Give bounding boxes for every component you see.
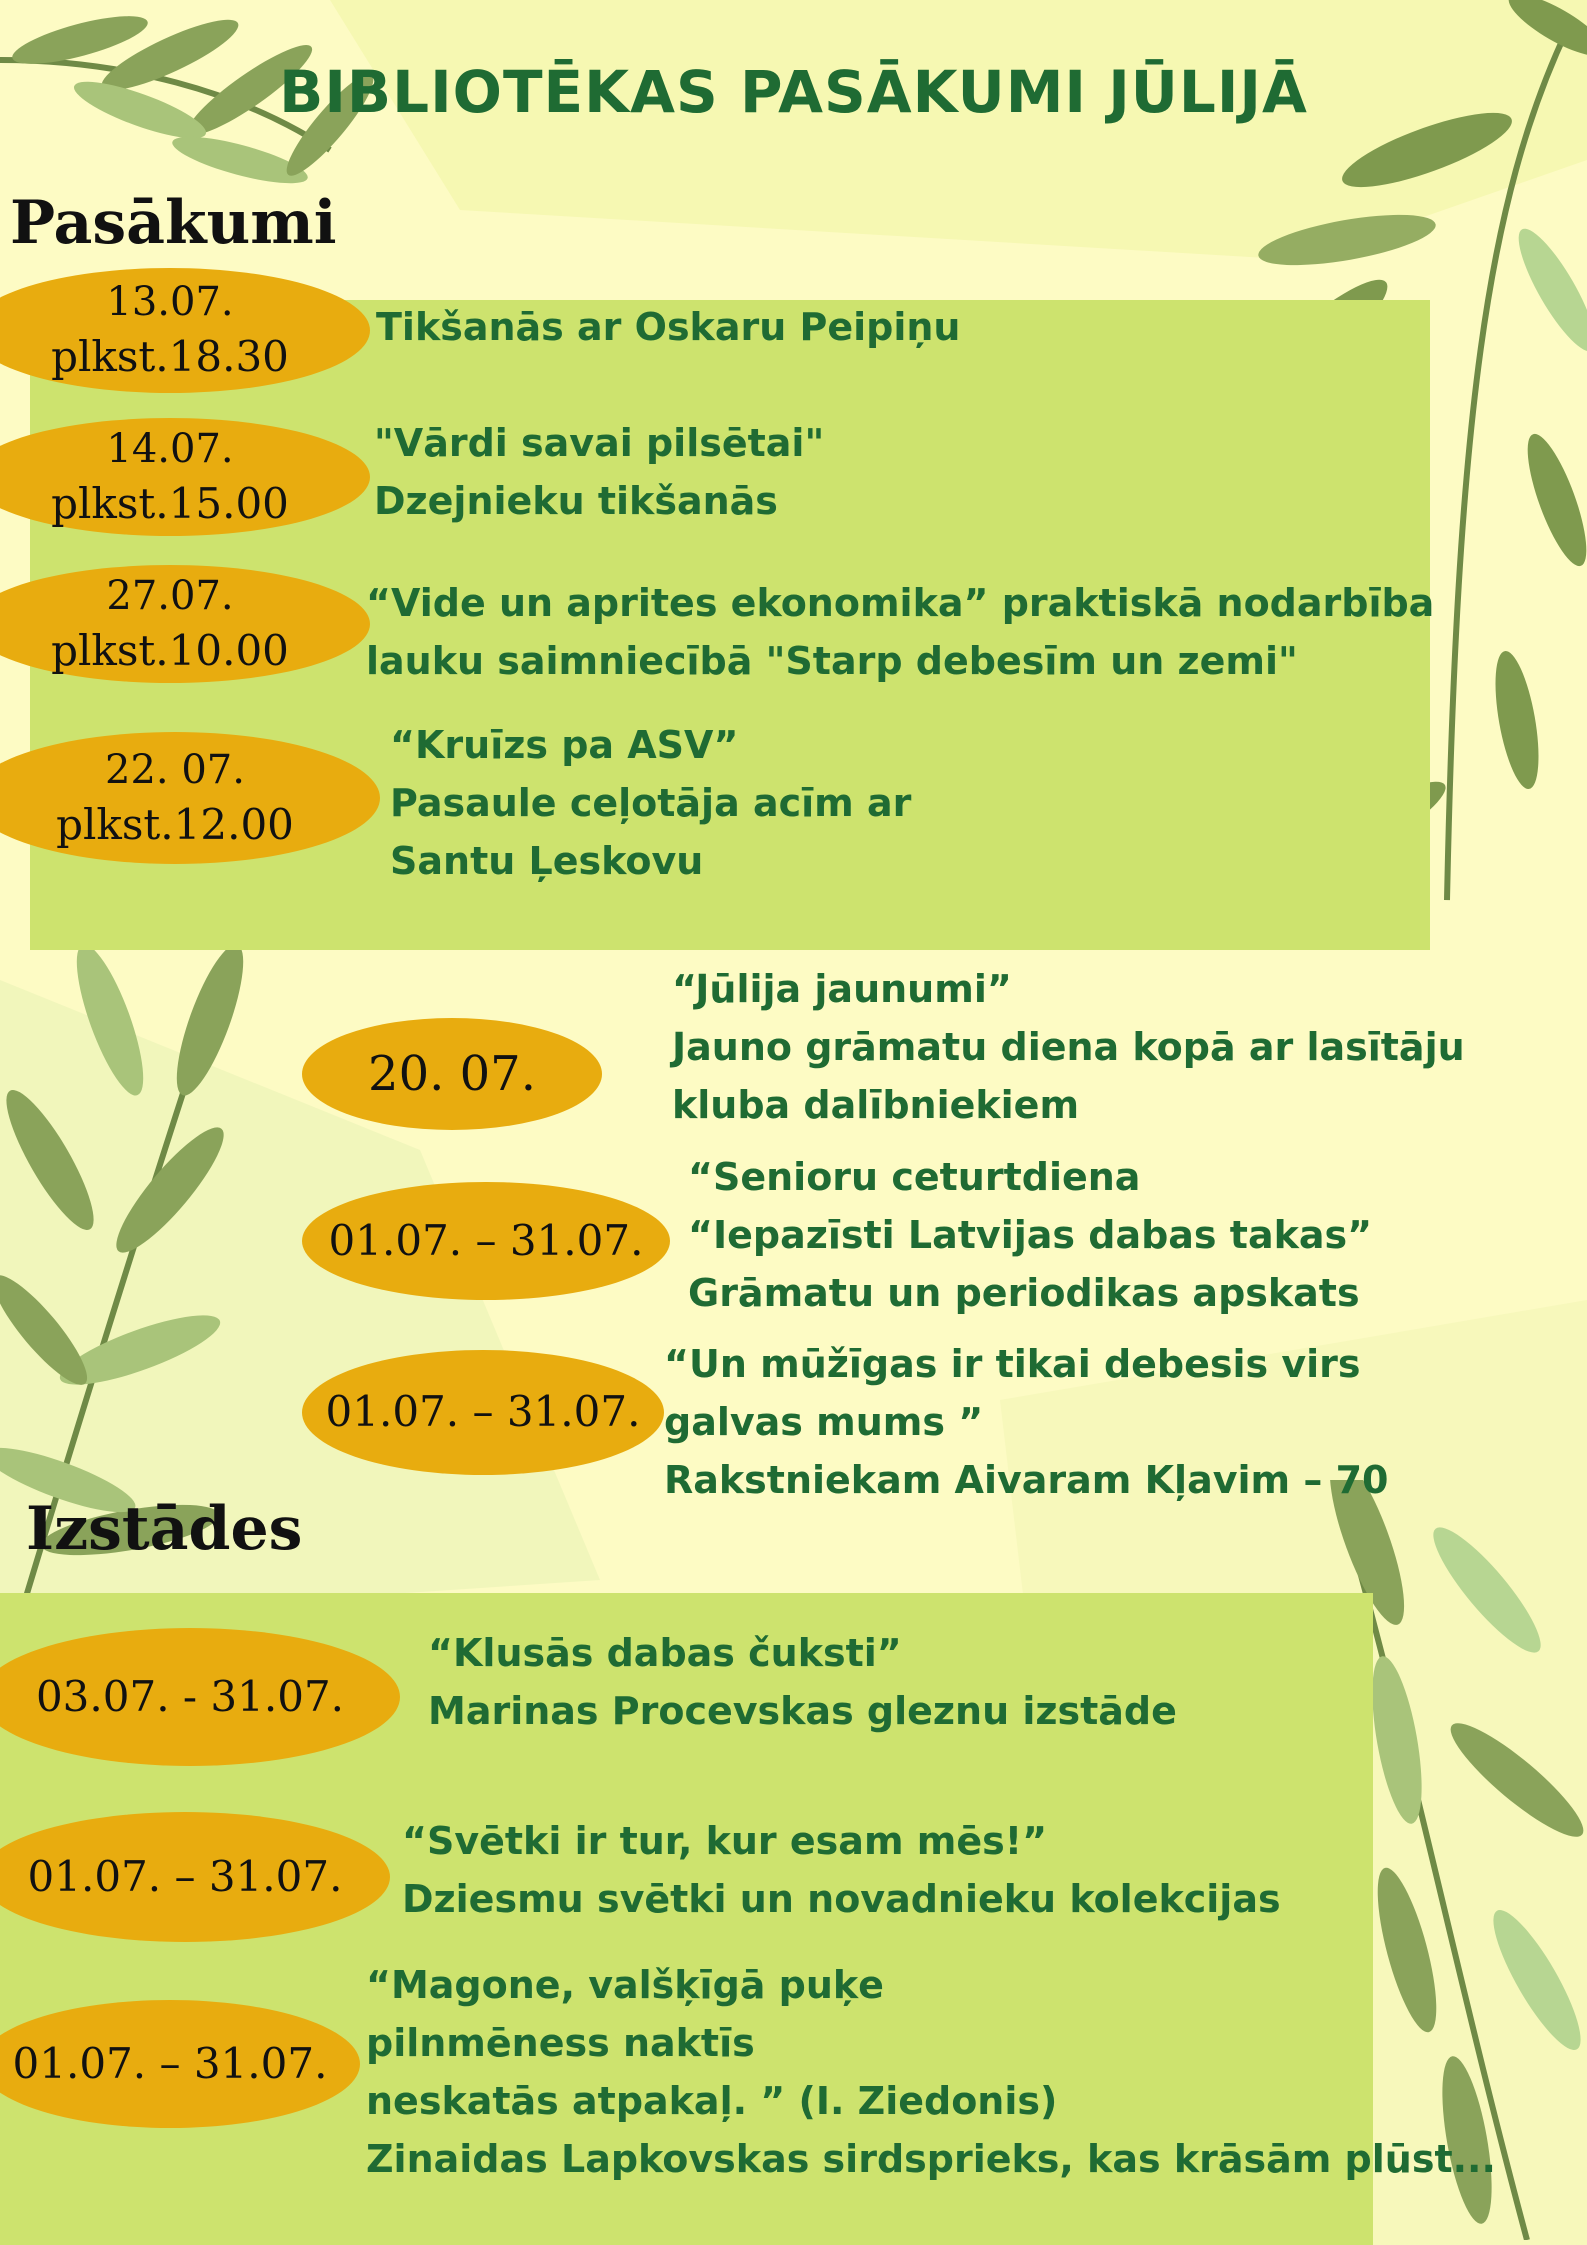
exhibition-date: 01.07. – 31.07. [12,2038,328,2088]
event-date: 13.07. [106,279,234,326]
exhibition-line: Marinas Procevskas gleznu izstāde [428,1689,1177,1733]
event-date: 01.07. – 31.07. [328,1215,644,1265]
event-line: Grāmatu un periodikas apskats [688,1271,1360,1315]
event-description [390,716,911,890]
section-heading-exhibitions: Izstādes [26,1494,303,1564]
event-date: 20. 07. [368,1045,536,1102]
exhibition-line: neskatās atpakaļ. ” (I. Ziedonis) [366,2079,1058,2123]
event-line: “Kruīzs pa ASV” [390,723,739,767]
event-line: Tikšanās ar Oskaru Peipiņu [376,305,961,349]
event-date-badge [302,1182,670,1300]
event-description [664,1335,1388,1509]
event-description [374,414,824,530]
event-line: lauku saimniecībā "Starp debesīm un zemi" [366,639,1298,683]
event-description [366,574,1434,690]
event-line: “Senioru ceturtdiena [688,1155,1141,1199]
event-description [688,1148,1372,1322]
event-time: plkst.10.00 [51,625,289,675]
event-line: Rakstniekam Aivaram Kļavim – 70 [664,1458,1389,1502]
event-line: galvas mums ” [664,1400,984,1444]
page-title: BIBLIOTĒKAS PASĀKUMI JŪLIJĀ [279,58,1308,126]
exhibition-description [402,1812,1281,1928]
exhibition-description [366,1956,1496,2188]
event-line: “Un mūžīgas ir tikai debesis virs [664,1342,1361,1386]
event-line: kluba dalībniekiem [672,1083,1080,1127]
exhibition-line: “Svētki ir tur, kur esam mēs!” [402,1819,1048,1863]
section-heading-events: Pasākumi [10,188,337,258]
event-time: plkst.12.00 [56,799,294,849]
event-line: Dzejnieku tikšanās [374,479,778,523]
event-line: Jauno grāmatu diena kopā ar lasītāju [672,1025,1465,1069]
event-date: 01.07. – 31.07. [325,1387,641,1437]
event-time: plkst.15.00 [51,478,289,528]
exhibition-date: 03.07. - 31.07. [35,1671,345,1721]
exhibition-line: “Klusās dabas čuksti” [428,1631,902,1675]
event-date: 22. 07. [105,746,245,793]
event-line: Pasaule ceļotāja acīm ar [390,781,912,825]
exhibition-date: 01.07. – 31.07. [27,1851,343,1901]
event-date: 27.07. [106,572,234,619]
exhibition-line: “Magone, valšķīgā puķe [366,1963,884,2007]
event-line: Santu Ļeskovu [390,839,704,883]
event-line: “Jūlija jaunumi” [672,967,1012,1011]
event-line: “Iepazīsti Latvijas dabas takas” [688,1213,1373,1257]
exhibition-line: Dziesmu svētki un novadnieku kolekcijas [402,1877,1281,1921]
event-date-badge [302,1018,602,1130]
event-description [672,960,1465,1134]
event-time: plkst.18.30 [51,332,289,382]
event-line: “Vide un aprites ekonomika” praktiskā nodarbība [366,581,1435,625]
event-date-badge [302,1350,664,1475]
exhibition-description [428,1624,1177,1740]
exhibition-line: Zinaidas Lapkovskas sirdsprieks, kas krāsām plūst... [366,2137,1496,2181]
exhibition-line: pilnmēness naktīs [366,2021,755,2065]
event-line: "Vārdi savai pilsētai" [374,421,825,465]
event-description [376,298,960,356]
event-date: 14.07. [106,425,234,472]
